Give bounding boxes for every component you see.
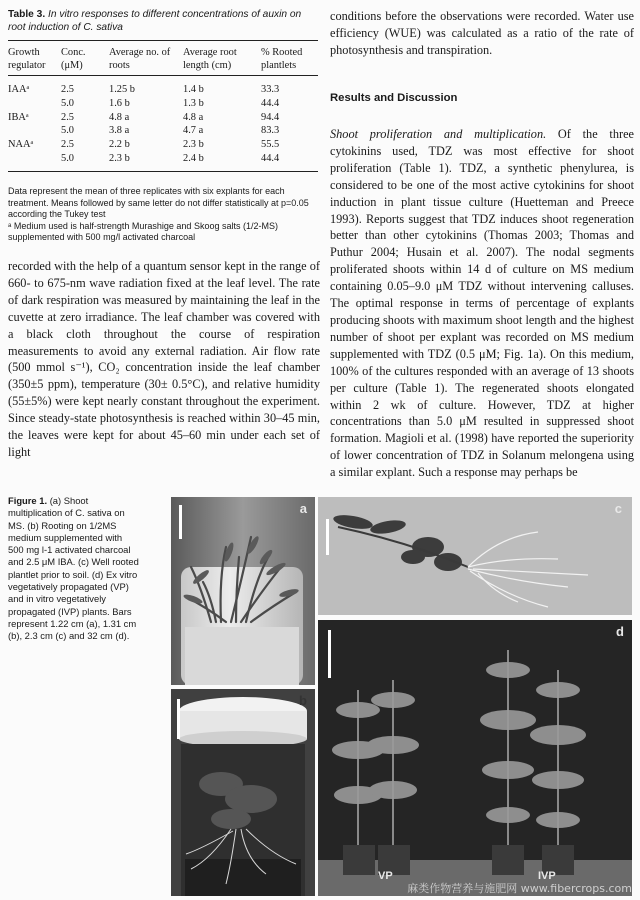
panel-label-a: a	[299, 501, 307, 516]
rooted-plantlet-photo	[318, 497, 632, 615]
cell-regulator: IAAᵃ	[8, 84, 30, 95]
cell-conc: 2.5	[61, 111, 74, 123]
cell-length: 2.4 b	[183, 152, 261, 171]
table-note-1: Data represent the mean of three replicates with six explants for each treatment. Means followed by same letter do not differ statistically at p=0.05 according the Tukey test	[8, 186, 309, 219]
section-heading: Results and Discussion	[330, 92, 458, 104]
cell-conc: 2.5	[61, 139, 74, 151]
table-caption-text: In vitro responses to different concentrations of auxin on root induction of C. sativa	[8, 9, 302, 33]
scale-bar-d	[328, 630, 331, 678]
cell-roots: 1.25 b	[109, 84, 135, 95]
col-header-roots: Average no. of roots	[109, 41, 183, 76]
col-header-length: Average root length (cm)	[183, 41, 261, 76]
cell-conc: 2.5	[61, 84, 74, 95]
rooting-jar-photo	[171, 689, 315, 896]
panel-label-c: c	[614, 501, 622, 516]
figure-caption-text: (a) Shoot multiplication of C. sativa on MS. (b) Rooting on 1/2MS medium supplemented with 500 mg l-1 activated charcoal and 2.5 μM IBA. (c) Well rooted plantlet prior to soil. (d) Ex vitro vegetatively propagated (VP) and in vitro vegetatively propagated (IVP) plants. Bars represent 1.22 cm (a), 1.31 cm (b), 2.3 cm (c) and 32 cm (d).	[8, 495, 139, 642]
cell-conc: 5.0	[61, 97, 74, 109]
cell-length: 1.3 b	[183, 97, 204, 109]
cell-rooted: 44.4	[261, 152, 318, 171]
table-caption	[8, 8, 316, 34]
table-row	[8, 152, 318, 171]
cell-length: 2.3 b	[183, 139, 204, 151]
right-column-body-text: Of the three cytokinins used, TDZ was most effective for shoot proliferation (Table 1). TDZ, a synthetic phenylurea, is considered to be one of the most active cytokinins for shoot induction in plant tissue culture (Huetteman and Preece 1993). Reports suggest that TDZ induces shoot regeneration better than other cytokinins (Thomas 2003; Thomas and Puthur 2004; Husain et al. 2007). The nodal segments proliferated shoots within 14 d of culture on MS medium containing 0.05–9.0 μM TDZ without intervening calluses. The optimal response in terms of percentage of explants producing shoots with maximum shoot length and the highest number of shoot per explant was recorded on MS medium supplemented with TDZ (0.5 μM; Fig. 1a). On this medium, 100% of the cultures responded with an average of 13 shoots per culture (Table 1). The regenerated shoots elongated within 2 wk of culture. However, TDZ at higher concentrations than 5.0 μM resulted in suppressed shoot formation. Magioli et al. (1998) have reported the superiority of lower concentration of TDZ in Solanum melongena using a similar explant. Such a response may perhaps be	[330, 127, 634, 480]
table-row	[8, 138, 318, 152]
cell-length: 4.8 a	[183, 111, 204, 123]
scale-bar-c	[326, 519, 329, 555]
shoot-jar-photo	[171, 497, 315, 685]
watermark: 麻类作物营养与施肥网 www.fibercrops.com	[407, 882, 632, 895]
cell-roots: 4.8 a	[109, 111, 130, 123]
col-header-conc: Conc. (μM)	[61, 41, 109, 76]
cell-rooted: 44.4	[261, 97, 280, 109]
cell-roots: 1.6 b	[109, 97, 130, 109]
cell-regulator	[8, 152, 61, 171]
table-number: Table 3.	[8, 9, 46, 20]
col-header-rooted: % Rooted plantlets	[261, 41, 318, 76]
cell-rooted: 94.4	[261, 111, 280, 123]
table-row	[8, 111, 318, 125]
table-notes	[8, 186, 318, 244]
scale-bar-a	[179, 505, 182, 539]
table-3	[8, 40, 318, 172]
pot-label-ivp: IVP	[538, 870, 556, 882]
cell-rooted: 33.3	[261, 84, 280, 95]
cell-conc: 5.0	[61, 152, 109, 171]
figure-panel-a	[171, 497, 315, 685]
cell-rooted: 83.3	[261, 125, 280, 137]
subsection-title: Shoot proliferation and multiplication.	[330, 127, 547, 141]
cell-regulator: IBAᵃ	[8, 111, 29, 123]
figure-panel-c	[318, 497, 632, 615]
cell-roots: 2.3 b	[109, 152, 183, 171]
figure-panel-d	[318, 620, 632, 896]
table-row	[8, 76, 318, 97]
panel-label-b: b	[299, 693, 307, 708]
cell-length: 1.4 b	[183, 84, 204, 95]
cell-regulator	[8, 124, 61, 138]
col-header-regulator: Growth regulator	[8, 41, 61, 76]
panel-label-d: d	[616, 624, 624, 639]
cell-rooted: 55.5	[261, 139, 280, 151]
table-row	[8, 97, 318, 111]
cell-regulator: NAAᵃ	[8, 139, 34, 151]
potted-plants-photo	[318, 620, 632, 896]
cell-roots: 3.8 a	[109, 125, 130, 137]
pot-label-vp: VP	[378, 870, 393, 882]
table-header-row	[8, 41, 318, 76]
figure-caption	[8, 495, 140, 643]
scale-bar-b	[177, 699, 180, 739]
cell-length: 4.7 a	[183, 125, 204, 137]
right-column-body	[330, 126, 634, 481]
cell-regulator	[8, 97, 61, 111]
cell-conc: 5.0	[61, 125, 74, 137]
right-column-top-text: conditions before the observations were recorded. Water use efficiency (WUE) was calculated as a ratio of the rate of photosynthesis and transpiration.	[330, 9, 634, 57]
table-row	[8, 124, 318, 138]
cell-roots: 2.2 b	[109, 139, 130, 151]
table-note-2: ᵃ Medium used is half-strength Murashige and Skoog salts (1/2-MS) supplemented with 500 mg/l activated charcoal	[8, 220, 278, 242]
left-column-text: recorded with the help of a quantum sensor kept in the range of 660- to 675-nm wave radiation fixed at the leaf level. The rate of dark respiration was measured by maintaining the leaf in the cuvette at zero irradiance. The leaf chamber was covered with a black cloth throughout the course of respiration measurements to avoid any external radiation. Air flow rate (500 mmol s⁻¹), CO₂ concentration inside the leaf chamber (350±5 ppm), temperature (30± 0.5°C), and relative humidity (55±5%) were kept nearly constant throughout the experiment. Since steady-state photosynthesis is reached within 30–45 min, the leaves were kept for about 45–60 min under each set of light	[8, 259, 320, 459]
figure-panel-b	[171, 689, 315, 896]
figure-label: Figure 1.	[8, 495, 48, 506]
